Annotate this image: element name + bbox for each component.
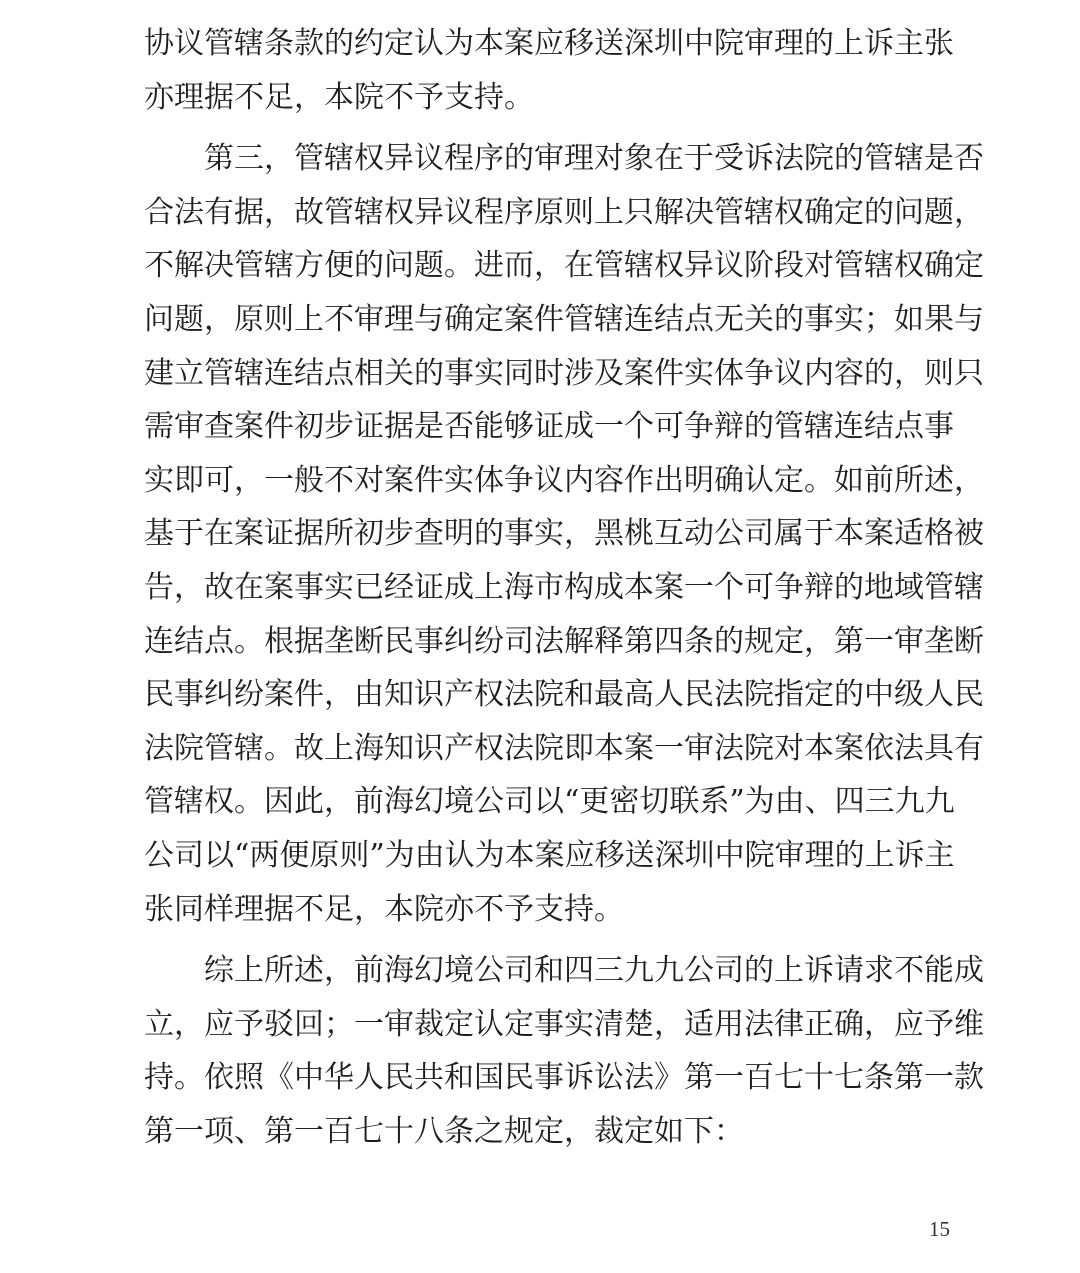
body-text bbox=[144, 17, 984, 1158]
text-line: 合法有据，故管辖权异议程序原则上只解决管辖权确定的问题， bbox=[144, 194, 984, 230]
text-line: 公司以“两便原则”为由认为本案应移送深圳中院审理的上诉主 bbox=[144, 837, 955, 873]
text-line: 告，故在案事实已经证成上海市构成本案一个可争辩的地域管辖 bbox=[144, 569, 984, 605]
text-line: 亦理据不足，本院不予支持。 bbox=[144, 79, 534, 115]
page-number: 15 bbox=[929, 1217, 950, 1241]
text-line: 问题，原则上不审理与确定案件管辖连结点无关的事实；如果与 bbox=[144, 301, 984, 337]
text-line: 协议管辖条款的约定认为本案应移送深圳中院审理的上诉主张 bbox=[144, 26, 954, 61]
paragraph-3 bbox=[144, 944, 984, 1158]
text-line: 第三，管辖权异议程序的审理对象在于受诉法院的管辖是否 bbox=[204, 141, 984, 177]
text-line: 需审查案件初步证据是否能够证成一个可争辩的管辖连结点事 bbox=[144, 409, 954, 445]
text-line: 实即可，一般不对案件实体争议内容作出明确认定。如前所述， bbox=[144, 462, 984, 498]
text-line: 法院管辖。故上海知识产权法院即本案一审法院对本案依法具有 bbox=[144, 730, 984, 766]
text-line: 建立管辖连结点相关的事实同时涉及案件实体争议内容的，则只 bbox=[144, 355, 984, 391]
text-line: 立，应予驳回；一审裁定认定事实清楚，适用法律正确，应予维 bbox=[144, 1006, 984, 1042]
text-line: 民事纠纷案件，由知识产权法院和最高人民法院指定的中级人民 bbox=[144, 677, 984, 713]
text-line: 张同样理据不足，本院亦不予支持。 bbox=[144, 891, 624, 927]
text-line: 连结点。根据垄断民事纠纷司法解释第四条的规定，第一审垄断 bbox=[144, 623, 984, 659]
text-line: 综上所述，前海幻境公司和四三九九公司的上诉请求不能成 bbox=[204, 953, 984, 989]
text-line: 基于在案证据所初步查明的事实，黑桃互动公司属于本案适格被 bbox=[144, 516, 984, 552]
text-line: 管辖权。因此，前海幻境公司以“更密切联系”为由、四三九九 bbox=[144, 784, 955, 820]
paragraph-2 bbox=[144, 132, 984, 936]
text-line: 不解决管辖方便的问题。进而，在管辖权异议阶段对管辖权确定 bbox=[144, 248, 984, 284]
text-line: 第一项、第一百七十八条之规定，裁定如下： bbox=[144, 1113, 744, 1149]
text-line: 持。依照《中华人民共和国民事诉讼法》第一百七十七条第一款 bbox=[144, 1060, 984, 1096]
paragraph-1 bbox=[144, 17, 954, 124]
